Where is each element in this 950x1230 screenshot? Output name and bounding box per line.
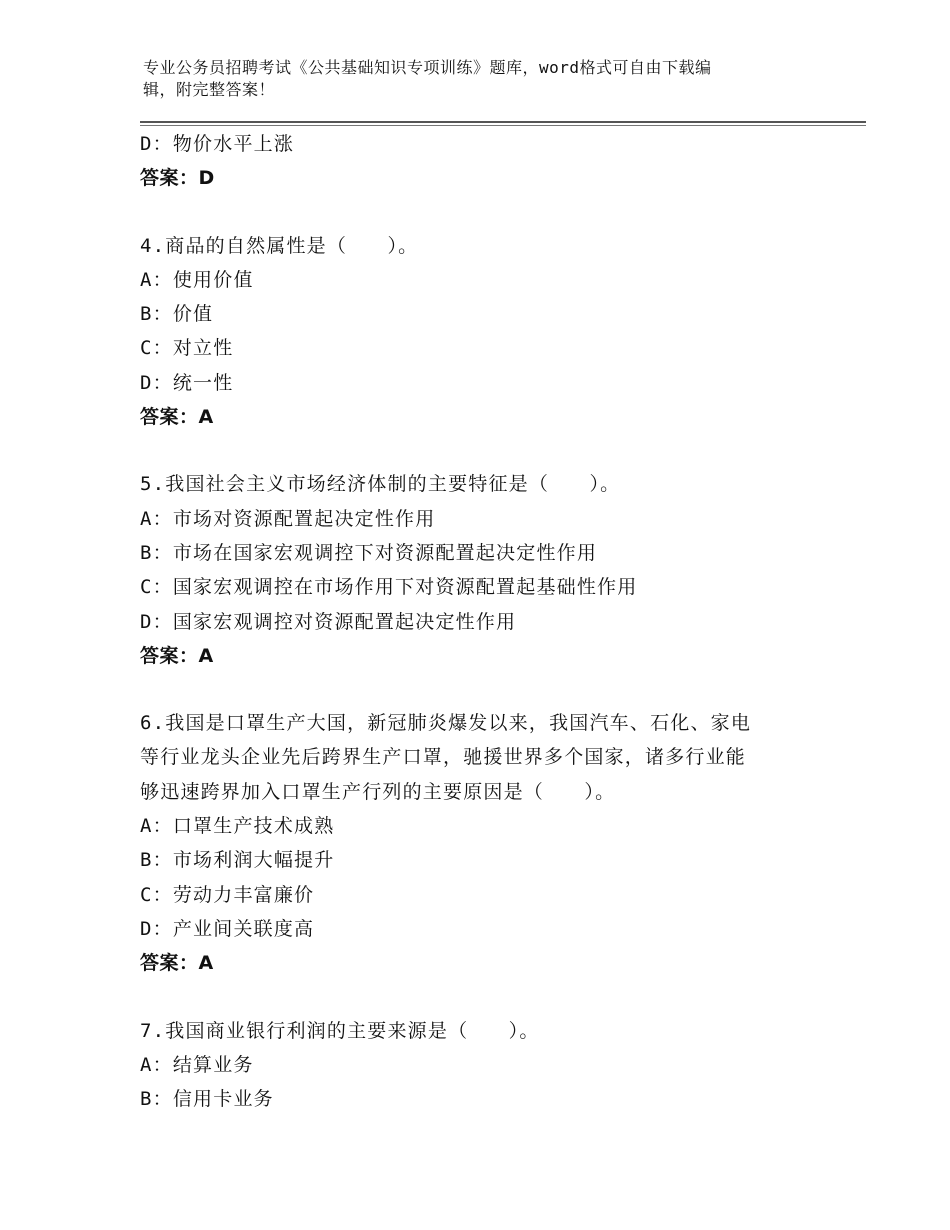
question-4 — [140, 229, 840, 435]
header-line-2: 辑，附完整答案！ — [143, 80, 276, 99]
question-5 — [140, 467, 840, 673]
option-a: A：使用价值 — [140, 268, 254, 291]
spacer — [140, 196, 840, 229]
option-a: A：口罩生产技术成熟 — [140, 815, 335, 838]
question-list — [140, 127, 840, 1116]
option-d: D：国家宏观调控对资源配置起决定性作用 — [140, 610, 517, 633]
option-c: C：对立性 — [140, 337, 234, 360]
option-d: D：物价水平上涨 — [140, 133, 295, 155]
option-c: C：国家宏观调控在市场作用下对资源配置起基础性作用 — [140, 576, 638, 599]
answer-line: 答案：A — [140, 644, 214, 667]
option-d: D：产业间关联度高 — [140, 917, 315, 940]
option-b: B：市场利润大幅提升 — [140, 849, 335, 872]
answer-line: 答案：A — [140, 952, 214, 975]
header-divider-thick — [140, 121, 866, 123]
answer-line: 答案：D — [140, 167, 215, 190]
option-b: B：价值 — [140, 303, 214, 326]
question-stem-line-2: 等行业龙头企业先后跨界生产口罩，驰援世界多个国家，诸多行业能 — [140, 746, 747, 769]
question-stem: 4.商品的自然属性是（ ）。 — [140, 234, 419, 257]
question-6 — [140, 706, 840, 980]
question-7 — [140, 1014, 840, 1117]
option-b: B：信用卡业务 — [140, 1088, 274, 1111]
option-d: D：统一性 — [140, 371, 234, 394]
question-stem-line-3: 够迅速跨界加入口罩生产行列的主要原因是（ ）。 — [140, 780, 616, 803]
spacer — [140, 434, 840, 467]
page-header — [143, 57, 803, 101]
question-3-continued — [140, 127, 840, 196]
question-stem: 5.我国社会主义市场经济体制的主要特征是（ ）。 — [140, 473, 621, 496]
option-b: B：市场在国家宏观调控下对资源配置起决定性作用 — [140, 541, 598, 564]
question-stem-line-1: 6.我国是口罩生产大国，新冠肺炎爆发以来，我国汽车、石化、家电 — [140, 712, 752, 735]
option-a: A：结算业务 — [140, 1053, 254, 1076]
header-line-1: 专业公务员招聘考试《公共基础知识专项训练》题库，word格式可自由下载编 — [143, 58, 712, 77]
header-divider-thin — [140, 125, 866, 126]
spacer — [140, 673, 840, 706]
option-a: A：市场对资源配置起决定性作用 — [140, 507, 436, 530]
spacer — [140, 981, 840, 1014]
answer-line: 答案：A — [140, 406, 214, 429]
option-c: C：劳动力丰富廉价 — [140, 883, 315, 906]
question-stem: 7.我国商业银行利润的主要来源是（ ）。 — [140, 1019, 540, 1042]
